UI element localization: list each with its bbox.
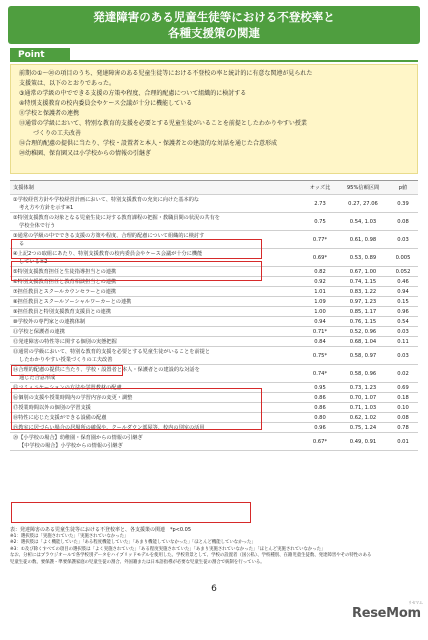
odds-ratio-cell: 0.75 — [302, 213, 338, 231]
p-value-cell: 0.10 — [388, 403, 418, 413]
table-row — [10, 317, 418, 327]
confidence-interval-cell: 0.75, 1.24 — [338, 423, 388, 433]
p-value-cell: 0.11 — [388, 337, 418, 347]
logo-text: ReseMom — [352, 606, 421, 621]
row-label-line: ⑥特別支援教育担任と教育相談担当との連携 — [13, 278, 117, 285]
footnotes — [10, 527, 418, 567]
point-item: ⑬通常の学級において、特別な教育的支援を必要とする児童生徒がいることを前提としたわかりやすい授業 — [19, 120, 307, 127]
row-label — [10, 213, 302, 231]
confidence-interval-cell: 0.52, 0.96 — [338, 327, 388, 337]
row-label — [10, 327, 302, 337]
table-row — [10, 287, 418, 297]
confidence-interval-cell: 0.74, 1.15 — [338, 277, 388, 287]
odds-ratio-cell: 0.84 — [302, 337, 338, 347]
confidence-interval-cell: 0.58, 0.97 — [338, 347, 388, 365]
row-label — [10, 287, 302, 297]
odds-ratio-cell: 2.73 — [302, 195, 338, 213]
p-value-cell: 0.08 — [388, 413, 418, 423]
p-value-cell: 0.39 — [388, 195, 418, 213]
table-row — [10, 337, 418, 347]
footnote-line: なお、分析にはブラウジオールで各学校別データをハイブリッドモデルを使用した。学校背景として、学校の設置者（国公私）、学校種別、在籍児童生徒数、発達障害やその特性のある — [10, 553, 372, 559]
confidence-interval-cell: 0.68, 1.04 — [338, 337, 388, 347]
point-label: Point — [10, 48, 70, 62]
row-label-line: ⑱特性に応じた支援ができる設備の配慮 — [13, 414, 107, 421]
p-value-cell: 0.18 — [388, 393, 418, 403]
table-header-row — [10, 181, 418, 195]
p-value-cell: 0.052 — [388, 267, 418, 277]
row-label — [10, 347, 302, 365]
table-row — [10, 195, 418, 213]
point-intro-line-2: 支援策は、以下のとおりであった。 — [19, 80, 115, 87]
confidence-interval-cell: 0.97, 1.23 — [338, 297, 388, 307]
point-item: ③通常の学級の中でできる支援の方策や程度、合理的配慮について組織的に検討する — [19, 90, 247, 97]
row-label-line: ⑦担任教員とスクールカウンセラーとの連携 — [13, 288, 117, 295]
odds-ratio-cell: 0.82 — [302, 267, 338, 277]
row-label-line: ①学校経営方針や学校経営計画において、特別支援教育の充実に向けた基本的な — [13, 196, 200, 203]
row-label-line: ⑭合理的配慮の提供に当たり、学校・設置者と本人・保護者との建設的な対話を — [13, 366, 200, 373]
footnote-line: ※3：①及び除くすべての項目の選択肢は「よく実施されていた」「ある程度実施されていた」「あまり実施されていなかった」「ほとんど実施されていなかった」 — [10, 546, 326, 552]
row-label — [10, 317, 302, 327]
row-label-line: ⑤特別支援教育担任と生徒指導担当との連携 — [13, 268, 117, 275]
row-label-line: ⑬通常の学級において、特別な教育的支援を必要とする児童生徒がいることを前提と — [13, 348, 211, 355]
highlight-box-item-3 — [11, 239, 262, 259]
confidence-interval-cell: 0.73, 1.23 — [338, 383, 388, 393]
confidence-interval-cell: 0.27, 27.06 — [338, 195, 388, 213]
confidence-interval-cell: 0.61, 0.98 — [338, 231, 388, 249]
p-value-cell: 0.78 — [388, 423, 418, 433]
footnote-line: ※2：選択肢は「よく機能していた」「ある程度機能していた」「あまり機能していなかった」「ほとんど機能していなかった」 — [10, 540, 256, 546]
row-label-line: ⑯個別の支援や授業時間内の学習内容の変更・調整 — [13, 394, 133, 401]
odds-ratio-cell: 1.01 — [302, 287, 338, 297]
confidence-interval-cell: 0.49, 0.91 — [338, 433, 388, 451]
p-value-cell: 0.15 — [388, 297, 418, 307]
column-header: p値 — [388, 181, 418, 195]
odds-ratio-cell: 1.00 — [302, 307, 338, 317]
table-row — [10, 297, 418, 307]
row-label-line: る — [19, 240, 25, 247]
page-number: 6 — [211, 584, 217, 594]
column-header: オッズ比 — [302, 181, 338, 195]
p-value-cell: 0.94 — [388, 287, 418, 297]
odds-ratio-cell: 1.09 — [302, 297, 338, 307]
p-value-cell: 0.03 — [388, 347, 418, 365]
row-label-line: ⑫発達障害の特性等に関する個別の実態把握 — [13, 338, 117, 345]
table-row — [10, 213, 418, 231]
title-banner — [8, 6, 420, 44]
table-row — [10, 307, 418, 317]
table-row — [10, 347, 418, 365]
odds-ratio-cell: 0.71* — [302, 327, 338, 337]
confidence-interval-cell: 0.83, 1.22 — [338, 287, 388, 297]
resemom-logo — [352, 600, 423, 621]
point-divider — [70, 60, 418, 62]
row-label-line: ⑨担任教員と特別支援教育支援員との連携 — [13, 308, 112, 315]
p-value-cell: 0.01 — [388, 433, 418, 451]
row-label-line: ⑮コミュニケーションの方法や学習教材の配慮 — [13, 384, 122, 391]
odds-ratio-cell: 0.67* — [302, 433, 338, 451]
confidence-interval-cell: 0.71, 1.03 — [338, 403, 388, 413]
row-label — [10, 195, 302, 213]
table-row — [10, 327, 418, 337]
odds-ratio-cell: 0.80 — [302, 413, 338, 423]
row-label-line: 考え方や方針を示す※1 — [19, 204, 74, 211]
p-value-cell: 0.69 — [388, 383, 418, 393]
title-line-2: 各種支援策の関連 — [168, 26, 260, 40]
confidence-interval-cell: 0.54, 1.03 — [338, 213, 388, 231]
odds-ratio-cell: 0.86 — [302, 403, 338, 413]
title-line-1: 発達障害のある児童生徒等における不登校率と — [93, 10, 335, 24]
p-value-cell: 0.54 — [388, 317, 418, 327]
row-label-line: ⑳【小学校の場合】幼稚園・保育園からの情報の引継ぎ — [13, 434, 143, 441]
highlight-box-item-13-14 — [11, 388, 262, 430]
row-label — [10, 307, 302, 317]
logo-subtext: リセマム — [407, 600, 423, 605]
table-row — [10, 433, 418, 451]
confidence-interval-cell: 0.76, 1.15 — [338, 317, 388, 327]
row-label-line: ⑰授業時間以外の個別の学習支援 — [13, 404, 91, 411]
p-value-cell: 0.03 — [388, 231, 418, 249]
p-value-cell: 0.08 — [388, 213, 418, 231]
point-item: ⑭合理的配慮の提供に当たり、学校・設置者と本人・保護者との建設的な対話を通じた合意形成 — [19, 140, 278, 147]
footnote-line: 児童生徒の数、要保護・準要保護家庭の児童生徒の割合、外国籍または日本語指導が必要な児童生徒の割合で統制を行っている。 — [10, 559, 265, 565]
row-label-line: ⑩学校外の専門家との連携体制 — [13, 318, 86, 325]
row-label-line: ⑲教室に居づらい場合の居場所の確保や、クールダウン部屋等、校内の別室の活用 — [13, 424, 205, 431]
odds-ratio-cell: 0.75* — [302, 347, 338, 365]
highlight-box-item-11 — [11, 365, 123, 376]
point-item: ⑳幼稚園、保育園又は小学校からの情報の引継ぎ — [19, 150, 152, 157]
confidence-interval-cell: 0.58, 0.96 — [338, 365, 388, 383]
row-label-line: 学校全体で行う — [19, 222, 56, 229]
odds-ratio-cell: 0.94 — [302, 317, 338, 327]
p-value-cell: 0.96 — [388, 307, 418, 317]
point-item: ⑪学校と保護者の連携 — [19, 110, 80, 117]
point-header — [10, 48, 418, 62]
row-label — [10, 433, 302, 451]
row-label-line: している※2 — [19, 258, 48, 265]
footnote-line: 表：発達障害のある児童生徒等における不登校率と、各支援策の関連 *p<0.05 — [10, 527, 191, 533]
row-label-line: したわかりやすい授業づくりの工夫改善 — [19, 356, 113, 363]
confidence-interval-cell: 0.62, 1.02 — [338, 413, 388, 423]
highlight-box-item-20 — [11, 502, 251, 523]
confidence-interval-cell: 0.70, 1.07 — [338, 393, 388, 403]
odds-ratio-cell: 0.86 — [302, 393, 338, 403]
confidence-interval-cell: 0.67, 1.00 — [338, 267, 388, 277]
confidence-interval-cell: 0.53, 0.89 — [338, 249, 388, 267]
row-label-line: ③通常の学級の中でできる支援の方策や程度、合理的配慮について組織的に検討す — [13, 232, 205, 239]
point-intro-line-1: 前期の①～⑳の項目のうち、発達障害のある児童生徒等における不登校の率と統計的に有意な関連が見られた — [19, 70, 313, 77]
row-label-line: 【中学校の場合】小学校からの情報の引継ぎ — [19, 442, 123, 449]
odds-ratio-cell: 0.96 — [302, 423, 338, 433]
odds-ratio-cell: 0.74* — [302, 365, 338, 383]
row-label — [10, 337, 302, 347]
odds-ratio-cell: 0.95 — [302, 383, 338, 393]
point-item-continuation: づくりの工夫改善 — [33, 130, 82, 137]
column-header: 95%信頼区間 — [338, 181, 388, 195]
odds-ratio-cell: 0.92 — [302, 277, 338, 287]
point-box — [10, 64, 418, 174]
footnote-line: ※1：選択肢は「実施されていた」「実施されていなかった」 — [10, 533, 129, 539]
row-label-line: ④上記2つの取組にあたり、特別支援教育の校内委員会やケース会議が十分に機能 — [13, 250, 203, 257]
confidence-interval-cell: 0.85, 1.17 — [338, 307, 388, 317]
p-value-cell: 0.03 — [388, 327, 418, 337]
column-header: 支援体制 — [10, 181, 302, 195]
row-label-line: 通じた合意形成 — [19, 374, 56, 381]
p-value-cell: 0.46 — [388, 277, 418, 287]
row-label — [10, 297, 302, 307]
row-label-line: ⑧担任教員とスクールソーシャルワーカーとの連携 — [13, 298, 132, 305]
p-value-cell: 0.005 — [388, 249, 418, 267]
odds-ratio-cell: 0.77* — [302, 231, 338, 249]
point-item: ④特別支援教育の校内委員会やケース会議が十分に機能している — [19, 100, 193, 107]
odds-ratio-cell: 0.69* — [302, 249, 338, 267]
row-label-line: ②特別支援教育の対象となる児童生徒に対する教育課程の把握・教職員間の状況の共有を — [13, 214, 220, 221]
row-label-line: ⑪学校と保護者の連携 — [13, 328, 65, 335]
highlight-box-item-4 — [11, 261, 262, 281]
p-value-cell: 0.02 — [388, 365, 418, 383]
